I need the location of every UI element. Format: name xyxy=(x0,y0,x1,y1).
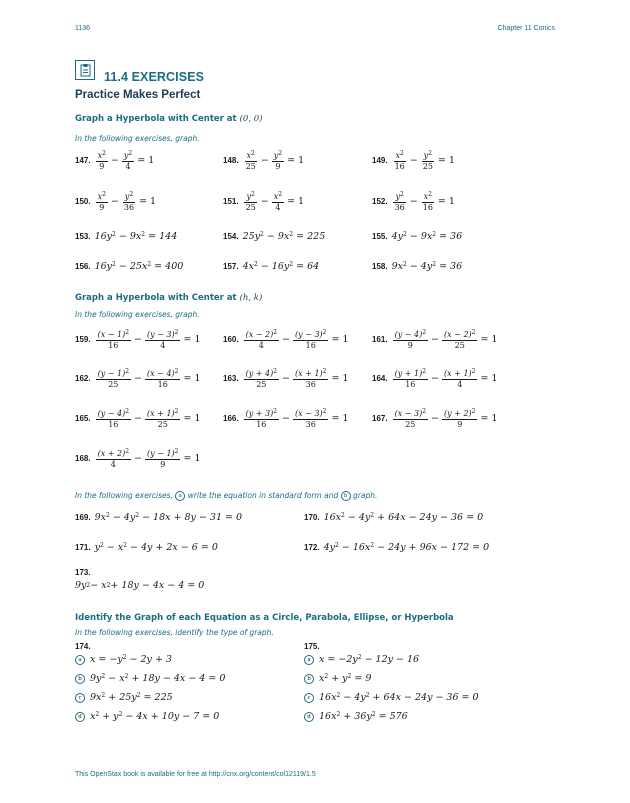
exercise-149: 149. $\frac{x^2}{16}$ − $\frac{y^2}{25}$ = 1 xyxy=(372,149,455,171)
exercise-169: 169. $9x^2 - 4y^2 - 18x + 8y - 31 = 0$ xyxy=(75,511,243,523)
choice-b: b $x^2 + y^2 = 9$ xyxy=(304,673,371,684)
exercise-152: 152. $\frac{y^2}{36}$ − $\frac{x^2}{16}$ = 1 xyxy=(372,190,455,212)
exercise-162: 162. $\frac{(y - 1)^2}{25}$ − $\frac{(x - 4)^2}{16}$ = 1 xyxy=(75,367,201,389)
choice-c: c $16x^2 - 4y^2 + 64x - 24y - 36 = 0$ xyxy=(304,692,479,703)
choice-label: c xyxy=(75,693,85,703)
exercise-164: 164. $\frac{(y + 1)^2}{16}$ − $\frac{(x + 1)^2}{4}$ = 1 xyxy=(372,367,498,389)
exercise-153: 153. $16y^2 - 9x^2 = 144$ xyxy=(75,230,178,242)
group-instruction: In the following exercises, identify the type of graph. xyxy=(75,628,274,637)
exercise-174-number: 174. xyxy=(75,642,91,651)
choice-label: b xyxy=(75,674,85,684)
exercise-168: 168. $\frac{(x + 2)^2}{4}$ − $\frac{(y - 1)^2}{9}$ = 1 xyxy=(75,447,201,469)
exercise-175-number: 175. xyxy=(304,642,320,651)
exercise-154: 154. $25y^2 - 9x^2 = 225$ xyxy=(223,230,326,242)
page-header xyxy=(75,25,555,37)
choice-d: d $16x^2 + 36y^2 = 576$ xyxy=(304,711,408,722)
page-number: 1136 xyxy=(75,25,91,32)
group-heading: Graph a Hyperbola with Center at (h, k) xyxy=(75,293,263,303)
exercise-166: 166. $\frac{(y + 3)^2}{16}$ − $\frac{(x - 3)^2}{36}$ = 1 xyxy=(223,407,349,429)
choice-d: d $x^2 + y^2 - 4x + 10y - 7 = 0$ xyxy=(75,711,219,722)
exercise-173-equation: 9y 2 − x 2 + 18y − 4x − 4 = 0 xyxy=(75,580,205,591)
choice-label: d xyxy=(75,712,85,722)
section-title: 11.4 EXERCISES xyxy=(104,70,205,84)
exercise-172: 172. $4y^2 - 16x^2 - 24y + 96x - 172 = 0$ xyxy=(304,541,490,553)
exercise-170: 170. $16x^2 - 4y^2 + 64x - 24y - 36 = 0$ xyxy=(304,511,484,523)
exercises-icon xyxy=(75,60,95,80)
exercise-147: 147. $\frac{x^2}{9}$ − $\frac{y^2}{4}$ = 1 xyxy=(75,149,155,171)
exercise-148: 148. $\frac{x^2}{25}$ − $\frac{y^2}{9}$ = 1 xyxy=(223,149,305,171)
exercise-171: 171. $y^2 - x^2 - 4y + 2x - 6 = 0$ xyxy=(75,541,218,553)
choice-a: a $x = -y^2 - 2y + 3$ xyxy=(75,654,172,665)
choice-b: b $9y^2 - x^2 + 18y - 4x - 4 = 0$ xyxy=(75,673,225,684)
exercise-163: 163. $\frac{(y + 4)^2}{25}$ − $\frac{(x + 1)^2}{36}$ = 1 xyxy=(223,367,349,389)
exercise-167: 167. $\frac{(x - 3)^2}{25}$ − $\frac{(y + 2)^2}{9}$ = 1 xyxy=(372,407,498,429)
exercise-160: 160. $\frac{(x - 2)^2}{4}$ − $\frac{(y - 3)^2}{16}$ = 1 xyxy=(223,328,349,350)
group-heading: Graph a Hyperbola with Center at (0, 0) xyxy=(75,114,263,124)
group-instruction: In the following exercises, a write the equation in standard form and b graph. xyxy=(75,491,378,500)
exercise-150: 150. $\frac{x^2}{9}$ − $\frac{y^2}{36}$ = 1 xyxy=(75,190,157,212)
exercise-159: 159. $\frac{(x - 1)^2}{16}$ − $\frac{(y - 3)^2}{4}$ = 1 xyxy=(75,328,201,350)
group-instruction: In the following exercises, graph. xyxy=(75,134,200,143)
exercise-151: 151. $\frac{y^2}{25}$ − $\frac{x^2}{4}$ = 1 xyxy=(223,190,305,212)
exercise-155: 155. $4y^2 - 9x^2 = 36$ xyxy=(372,230,463,242)
exercise-173-number: 173. xyxy=(75,568,91,577)
chapter-title: Chapter 11 Conics xyxy=(497,25,555,32)
exercise-156: 156. $16y^2 - 25x^2 = 400$ xyxy=(75,260,184,272)
choice-c: c $9x^2 + 25y^2 = 225$ xyxy=(75,692,173,703)
choice-label: a xyxy=(304,655,314,665)
exercise-165: 165. $\frac{(y - 4)^2}{16}$ − $\frac{(x + 1)^2}{25}$ = 1 xyxy=(75,407,201,429)
exercise-158: 158. $9x^2 - 4y^2 = 36$ xyxy=(372,260,463,272)
exercise-157: 157. $4x^2 - 16y^2 = 64$ xyxy=(223,260,320,272)
section-subtitle: Practice Makes Perfect xyxy=(75,89,201,101)
choice-label: d xyxy=(304,712,314,722)
page-footer: This OpenStax book is available for free at http://cnx.org/content/col12119/1.5 xyxy=(75,771,316,778)
exercise-161: 161. $\frac{(y - 4)^2}{9}$ − $\frac{(x - 2)^2}{25}$ = 1 xyxy=(372,328,498,350)
group-instruction: In the following exercises, graph. xyxy=(75,310,200,319)
group-heading: Identify the Graph of each Equation as a Circle, Parabola, Ellipse, or Hyperbola xyxy=(75,613,454,623)
choice-label: c xyxy=(304,693,314,703)
choice-label: a xyxy=(75,655,85,665)
choice-a: a $x = -2y^2 - 12y - 16$ xyxy=(304,654,419,665)
choice-label: b xyxy=(304,674,314,684)
